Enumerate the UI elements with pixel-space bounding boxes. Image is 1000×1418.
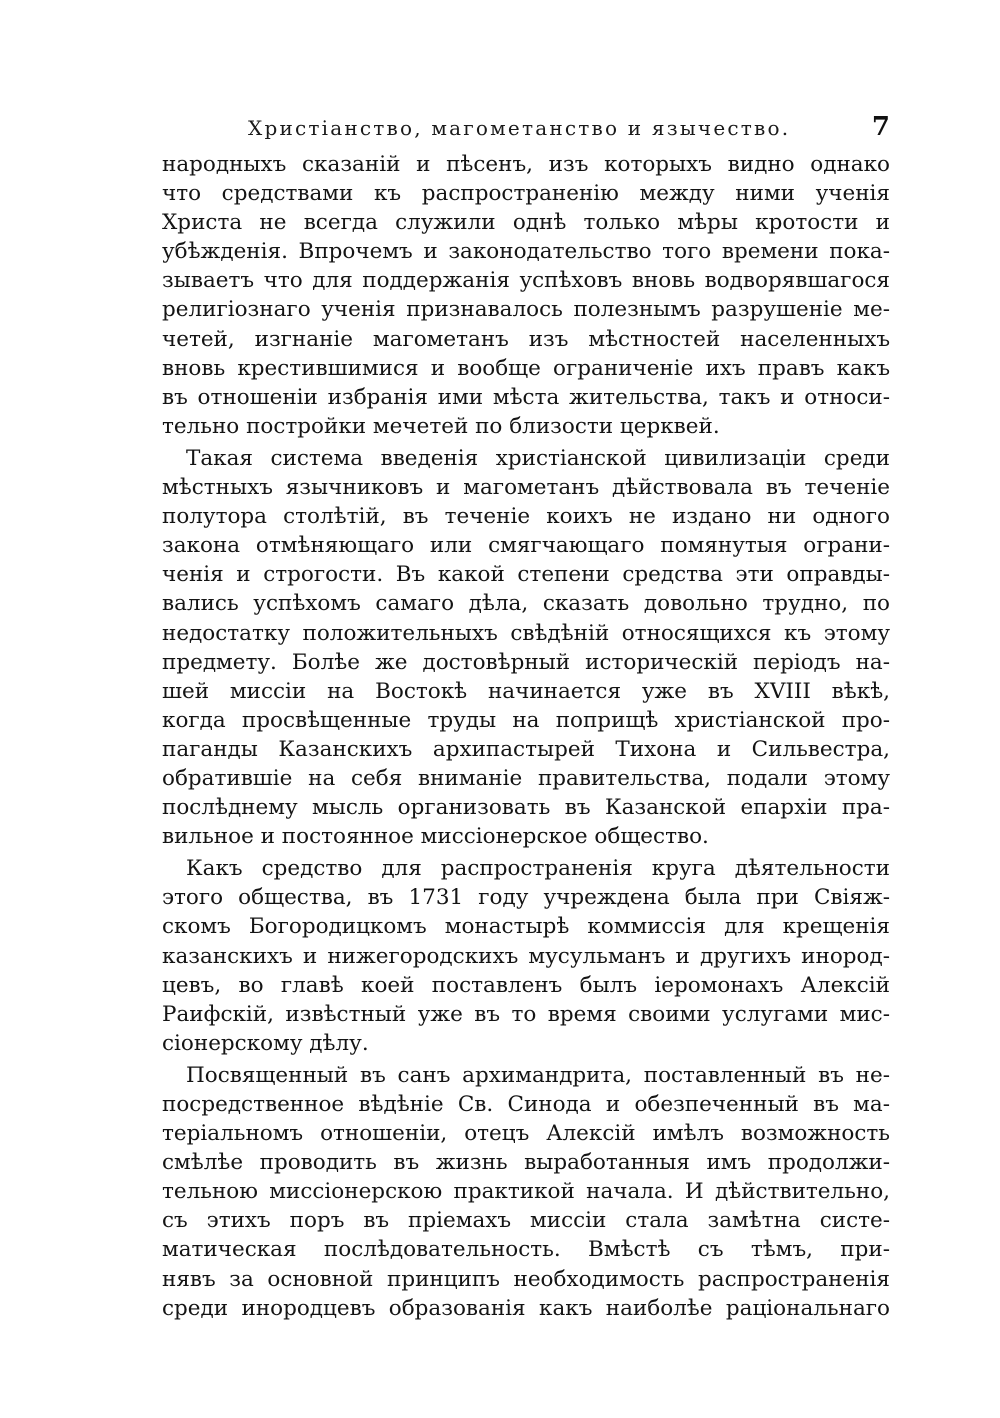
text-line: предмету. Болѣе же достовѣрный историческій періодъ на-: [162, 649, 890, 675]
text-line: убѣжденія. Впрочемъ и законодательство того времени пока-: [162, 239, 890, 265]
text-line: послѣднему мысль организовать въ Казанской епархіи пра-: [162, 795, 890, 821]
page-number: 7: [871, 112, 890, 142]
text-line: въ отношеніи избранія ими мѣста жительства, такъ и относи-: [162, 384, 890, 410]
text-line: когда просвѣщенные труды на поприщѣ христіанской про-: [162, 707, 890, 733]
text-line: посредственное вѣдѣніе Св. Синода и обезпеченный въ ма-: [162, 1092, 890, 1117]
text-line: скомъ Богородицкомъ монастырѣ коммиссія для крещенія: [162, 914, 890, 940]
text-line: что средствами къ распространенію между ними ученія: [162, 181, 890, 207]
text-line: Такая система введенія христіанской цивилизаціи среди: [186, 445, 890, 471]
text-line: зываетъ что для поддержанія успѣховъ вновь водворявшагося: [162, 268, 890, 294]
text-line: Раифскій, извѣстный уже въ то время своими услугами мис-: [162, 1001, 890, 1027]
text-line: народныхъ сказаній и пѣсенъ, изъ которыхъ видно однако: [162, 152, 890, 177]
text-line: закона отмѣняющаго или смягчающаго помянутыя ограни-: [162, 533, 890, 559]
text-line: нявъ за основной принципъ необходимость распространенія: [162, 1266, 890, 1292]
text-line: Христа не всегда служили однѣ только мѣры кротости и: [162, 210, 890, 236]
text-line: тельно постройки мечетей по близости церквей.: [162, 413, 720, 439]
text-line: Посвященный въ санъ архимандрита, поставленный въ не-: [186, 1062, 890, 1088]
text-line: паганды Казанскихъ архипастырей Тихона и Сильвестра,: [162, 736, 890, 762]
text-line: Какъ средство для распространенія круга дѣятельности: [186, 856, 890, 882]
text-line: казанскихъ и нижегородскихъ мусульманъ и другихъ инород-: [162, 943, 890, 969]
paragraph-3: [162, 854, 890, 1058]
paragraph-2: [162, 444, 890, 851]
text-line: шей миссіи на Востокѣ начинается уже въ XVIII вѣкѣ,: [162, 678, 890, 704]
text-line: недостатку положительныхъ свѣдѣній относящихся къ этому: [162, 620, 890, 646]
text-line: среди инородцевъ образованія какъ наиболѣе раціональнаго: [162, 1295, 890, 1321]
text-line: вновь крестившимися и вообще ограниченіе ихъ правъ какъ: [162, 355, 890, 381]
text-line: съ этихъ поръ въ пріемахъ миссіи стала замѣтна систе-: [162, 1208, 890, 1234]
text-line: мѣстныхъ язычниковъ и магометанъ дѣйствовала въ теченіе: [162, 475, 890, 501]
text-line: вильное и постоянное миссіонерское общество.: [162, 824, 709, 850]
text-line: полутора столѣтій, въ теченіе коихъ не издано ни одного: [162, 504, 890, 530]
text-line: обратившіе на себя вниманіе правительства, подали этому: [162, 765, 890, 791]
paragraph-4: [162, 1061, 890, 1323]
text-line: матическая послѣдовательность. Вмѣстѣ съ тѣмъ, при-: [162, 1237, 890, 1263]
text-line: цевъ, во главѣ коей поставленъ былъ іеромонахъ Алексій: [162, 972, 890, 998]
running-head: [160, 112, 890, 144]
text-line: четей, изгнаніе магометанъ изъ мѣстностей населенныхъ: [162, 326, 890, 352]
text-line: ченія и строгости. Въ какой степени средства эти оправды-: [162, 562, 890, 588]
text-line: тельною миссіонерскою практикой начала. И дѣйствительно,: [162, 1179, 890, 1205]
text-line: этого общества, въ 1731 году учреждена была при Свіяж-: [162, 885, 890, 911]
running-title: Христіанство, магометанство и язычество.: [248, 116, 791, 140]
text-line: смѣлѣе проводить въ жизнь выработанныя имъ продолжи-: [162, 1150, 890, 1176]
text-line: вались успѣхомъ самаго дѣла, сказать довольно трудно, по: [162, 591, 890, 617]
paragraph-1: [162, 150, 890, 441]
text-line: теріальномъ отношеніи, отецъ Алексій имѣлъ возможность: [162, 1121, 890, 1147]
body-text: [162, 150, 890, 1323]
text-line: сіонерскому дѣлу.: [162, 1030, 369, 1056]
text-line: религіознаго ученія признавалось полезнымъ разрушеніе ме-: [162, 297, 890, 323]
